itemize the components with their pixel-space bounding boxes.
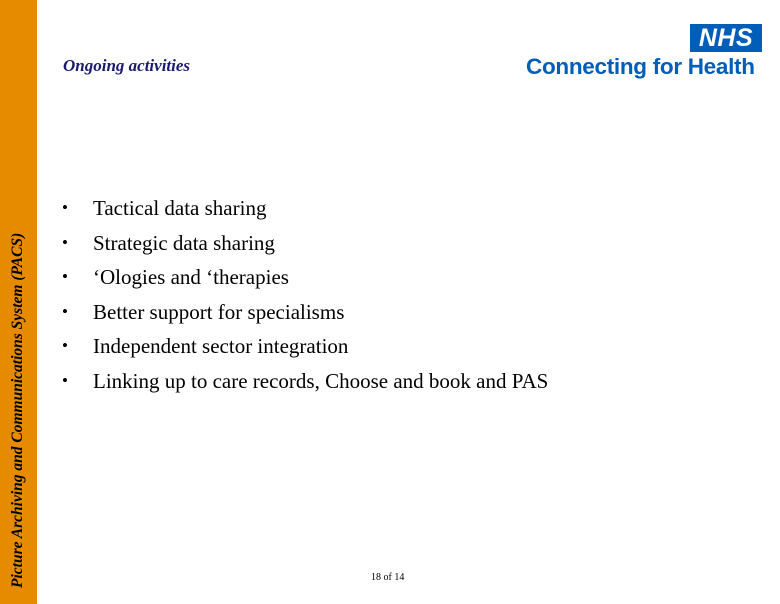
- bullet-icon: •: [62, 198, 68, 217]
- bullet-icon: •: [62, 267, 68, 286]
- list-item-text: Tactical data sharing: [93, 196, 267, 220]
- list-item: [62, 297, 548, 332]
- bullet-icon: •: [62, 301, 68, 321]
- list-item: [62, 331, 548, 366]
- list-item: [62, 262, 548, 297]
- list-item-text: ‘Ologies and ‘therapies: [93, 265, 289, 289]
- slide-heading: Ongoing activities: [63, 56, 191, 75]
- bullet-icon: •: [62, 232, 68, 252]
- nhs-logo-text: NHS: [698, 23, 754, 52]
- list-item-text: Independent sector integration: [93, 334, 349, 358]
- list-item-text: Strategic data sharing: [93, 230, 275, 255]
- logo-tagline: Connecting for Health: [526, 54, 755, 79]
- list-item-text: Linking up to care records, Choose and book and PAS: [93, 368, 549, 393]
- list-item-text: Better support for specialisms: [93, 299, 345, 324]
- nhs-cfh-logo: [526, 24, 762, 82]
- bullet-icon: •: [62, 336, 68, 355]
- page-number: 18 of 14: [371, 572, 405, 583]
- nhs-logo-mark: [690, 24, 762, 52]
- list-item: [62, 366, 548, 401]
- sidebar-title-text: Picture Archiving and Communications System (PACS): [9, 232, 26, 588]
- list-item: [62, 193, 548, 228]
- bullet-list: [62, 193, 548, 400]
- sidebar-title: [0, 0, 37, 604]
- list-item: [62, 228, 548, 263]
- bullet-icon: •: [62, 370, 68, 390]
